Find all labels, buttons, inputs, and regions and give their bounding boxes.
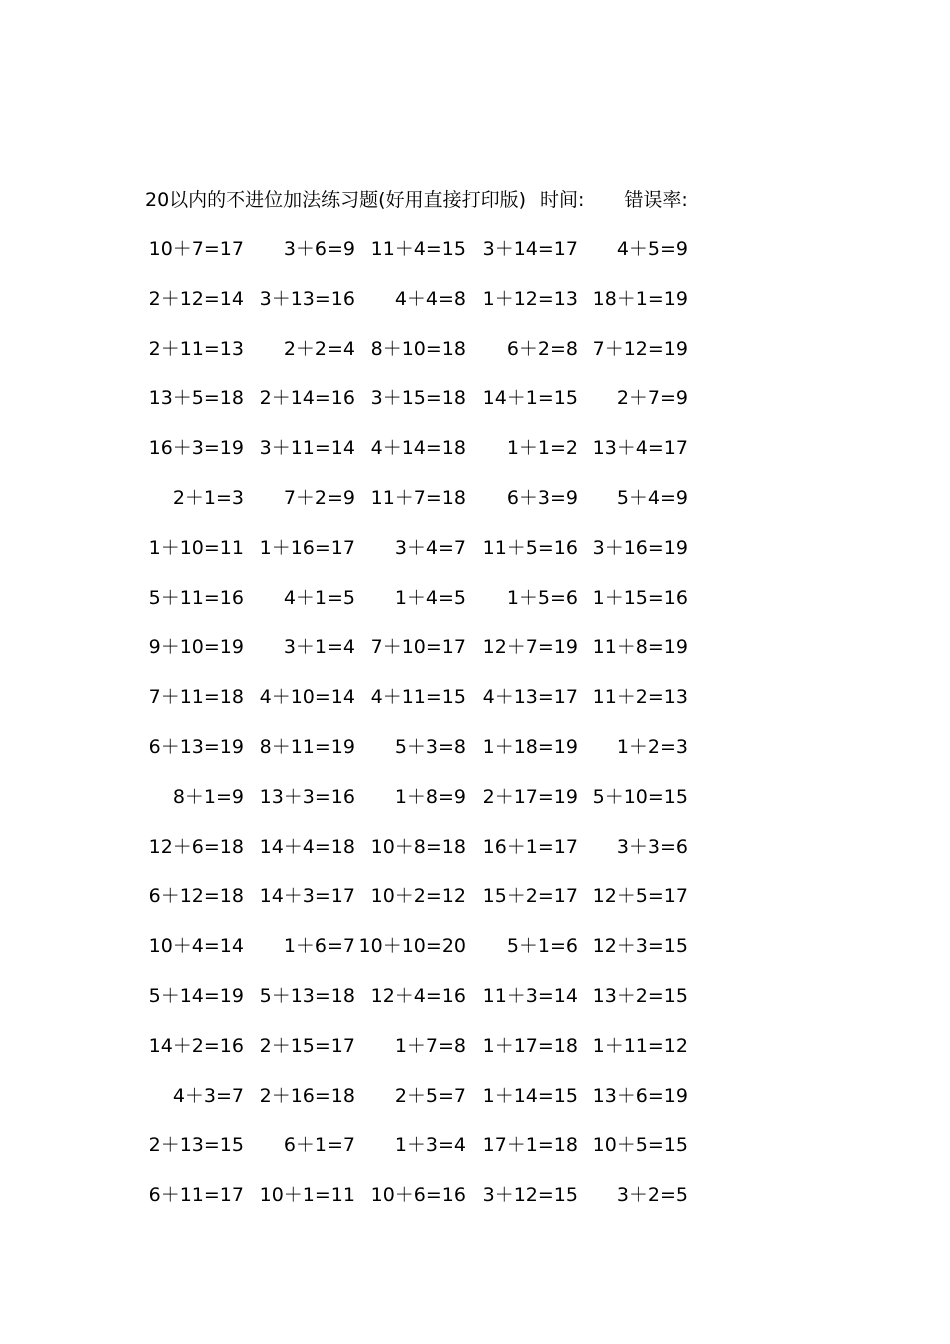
problem-row <box>0 286 950 336</box>
problem-row <box>0 883 950 933</box>
addition-problem: 3＋4=7 <box>394 536 466 559</box>
addition-problem: 1＋4=5 <box>394 586 466 609</box>
addition-problem: 12＋3=15 <box>592 935 688 958</box>
addition-problem: 1＋15=16 <box>592 586 688 609</box>
addition-problem: 13＋6=19 <box>592 1084 688 1107</box>
addition-problem: 2＋2=4 <box>283 337 355 360</box>
addition-problem: 4＋14=18 <box>370 437 466 460</box>
addition-problem: 4＋11=15 <box>370 686 466 709</box>
addition-problem: 6＋12=18 <box>148 885 244 908</box>
problem-row <box>0 834 950 884</box>
addition-problem: 12＋6=18 <box>148 835 244 858</box>
addition-problem: 10＋8=18 <box>370 835 466 858</box>
problem-row <box>0 385 950 435</box>
addition-problem: 10＋7=17 <box>148 238 244 260</box>
addition-problem: 5＋4=9 <box>616 486 688 509</box>
addition-problem: 1＋17=18 <box>482 1034 578 1057</box>
addition-problem: 6＋2=8 <box>506 337 578 360</box>
addition-problem: 5＋11=16 <box>148 586 244 609</box>
addition-problem: 7＋2=9 <box>283 486 355 509</box>
addition-problem: 10＋5=15 <box>592 1134 688 1157</box>
addition-problem: 1＋12=13 <box>482 287 578 310</box>
problem-row <box>0 1033 950 1083</box>
addition-problem: 1＋5=6 <box>506 586 578 609</box>
addition-problem: 3＋2=5 <box>616 1184 688 1207</box>
problem-row <box>0 634 950 684</box>
addition-problem: 10＋4=14 <box>148 935 244 958</box>
addition-problem: 2＋12=14 <box>148 287 244 310</box>
addition-problem: 13＋3=16 <box>259 785 355 808</box>
addition-problem: 4＋13=17 <box>482 686 578 709</box>
worksheet-header <box>145 186 688 214</box>
addition-problem: 14＋2=16 <box>148 1034 244 1057</box>
addition-problem: 5＋1=6 <box>506 935 578 958</box>
addition-problem: 8＋10=18 <box>370 337 466 360</box>
addition-problem: 13＋5=18 <box>148 387 244 410</box>
addition-problem: 3＋1=4 <box>283 636 355 659</box>
problem-row <box>0 784 950 834</box>
problem-row <box>0 933 950 983</box>
addition-problem: 1＋14=15 <box>482 1084 578 1107</box>
addition-problem: 2＋15=17 <box>259 1034 355 1057</box>
addition-problem: 15＋2=17 <box>482 885 578 908</box>
addition-problem: 9＋10=19 <box>148 636 244 659</box>
addition-problem: 8＋11=19 <box>259 735 355 758</box>
addition-problem: 5＋13=18 <box>259 984 355 1007</box>
addition-problem: 1＋11=12 <box>592 1034 688 1057</box>
problem-row <box>0 585 950 635</box>
addition-problem: 11＋2=13 <box>592 686 688 709</box>
addition-problem: 10＋1=11 <box>259 1184 355 1207</box>
addition-problem: 13＋2=15 <box>592 984 688 1007</box>
addition-problem: 16＋1=17 <box>482 835 578 858</box>
addition-problem: 6＋1=7 <box>283 1134 355 1157</box>
addition-problem: 1＋1=2 <box>506 437 578 460</box>
addition-problem: 2＋11=13 <box>148 337 244 360</box>
problem-row <box>0 336 950 386</box>
problem-row <box>0 435 950 485</box>
addition-problem: 10＋2=12 <box>370 885 466 908</box>
addition-problem: 10＋6=16 <box>370 1184 466 1207</box>
addition-problem: 17＋1=18 <box>482 1134 578 1157</box>
addition-problem: 1＋18=19 <box>482 735 578 758</box>
problem-row <box>0 734 950 784</box>
addition-problem: 5＋14=19 <box>148 984 244 1007</box>
addition-problem: 1＋6=7 <box>283 935 355 958</box>
problem-row <box>0 1182 950 1232</box>
addition-problem: 3＋15=18 <box>370 387 466 410</box>
addition-problem: 14＋4=18 <box>259 835 355 858</box>
addition-problem: 4＋3=7 <box>172 1084 244 1107</box>
addition-problem: 1＋3=4 <box>394 1134 466 1157</box>
addition-problem: 4＋10=14 <box>259 686 355 709</box>
addition-problem: 6＋13=19 <box>148 735 244 758</box>
addition-problem: 1＋8=9 <box>394 785 466 808</box>
addition-problem: 11＋4=15 <box>370 238 466 260</box>
addition-problem: 12＋4=16 <box>370 984 466 1007</box>
addition-problem: 1＋16=17 <box>259 536 355 559</box>
time-label: 时间: <box>540 189 585 211</box>
error-rate-label: 错误率: <box>624 189 688 211</box>
addition-problem: 2＋14=16 <box>259 387 355 410</box>
addition-problem: 4＋1=5 <box>283 586 355 609</box>
problem-row <box>0 684 950 734</box>
addition-problem: 3＋11=14 <box>259 437 355 460</box>
addition-problem: 7＋12=19 <box>592 337 688 360</box>
addition-problem: 3＋16=19 <box>592 536 688 559</box>
addition-problem: 18＋1=19 <box>592 287 688 310</box>
addition-problem: 2＋5=7 <box>394 1084 466 1107</box>
addition-problem: 3＋3=6 <box>616 835 688 858</box>
addition-problem: 6＋3=9 <box>506 486 578 509</box>
addition-problem: 14＋1=15 <box>482 387 578 410</box>
addition-problem: 11＋8=19 <box>592 636 688 659</box>
problem-row <box>0 983 950 1033</box>
addition-problem: 1＋7=8 <box>394 1034 466 1057</box>
problem-row <box>0 1083 950 1133</box>
addition-problem: 11＋3=14 <box>482 984 578 1007</box>
problem-row <box>0 236 950 286</box>
addition-problem: 13＋4=17 <box>592 437 688 460</box>
addition-problem: 10＋10=20 <box>358 935 466 958</box>
problem-row <box>0 485 950 535</box>
addition-problem: 2＋1=3 <box>172 486 244 509</box>
addition-problem: 3＋13=16 <box>259 287 355 310</box>
addition-problem: 4＋5=9 <box>616 238 688 260</box>
addition-problem: 4＋4=8 <box>394 287 466 310</box>
addition-problem: 14＋3=17 <box>259 885 355 908</box>
addition-problem: 11＋7=18 <box>370 486 466 509</box>
problem-row <box>0 535 950 585</box>
addition-problem: 3＋14=17 <box>482 238 578 260</box>
addition-problem: 2＋7=9 <box>616 387 688 410</box>
addition-problem: 11＋5=16 <box>482 536 578 559</box>
addition-problem: 1＋10=11 <box>148 536 244 559</box>
addition-problem: 5＋3=8 <box>394 735 466 758</box>
addition-problem: 12＋7=19 <box>482 636 578 659</box>
addition-problem: 2＋13=15 <box>148 1134 244 1157</box>
addition-problem: 12＋5=17 <box>592 885 688 908</box>
addition-problem: 8＋1=9 <box>172 785 244 808</box>
addition-problem: 6＋11=17 <box>148 1184 244 1207</box>
addition-problem: 2＋17=19 <box>482 785 578 808</box>
worksheet-title: 20以内的不进位加法练习题(好用直接打印版) <box>145 189 527 211</box>
addition-problem: 3＋6=9 <box>283 238 355 260</box>
addition-problem: 7＋11=18 <box>148 686 244 709</box>
addition-problem: 2＋16=18 <box>259 1084 355 1107</box>
problem-grid <box>0 236 950 1232</box>
addition-problem: 3＋12=15 <box>482 1184 578 1207</box>
addition-problem: 7＋10=17 <box>370 636 466 659</box>
problem-row <box>0 1132 950 1182</box>
addition-problem: 1＋2=3 <box>616 735 688 758</box>
addition-problem: 5＋10=15 <box>592 785 688 808</box>
addition-problem: 16＋3=19 <box>148 437 244 460</box>
